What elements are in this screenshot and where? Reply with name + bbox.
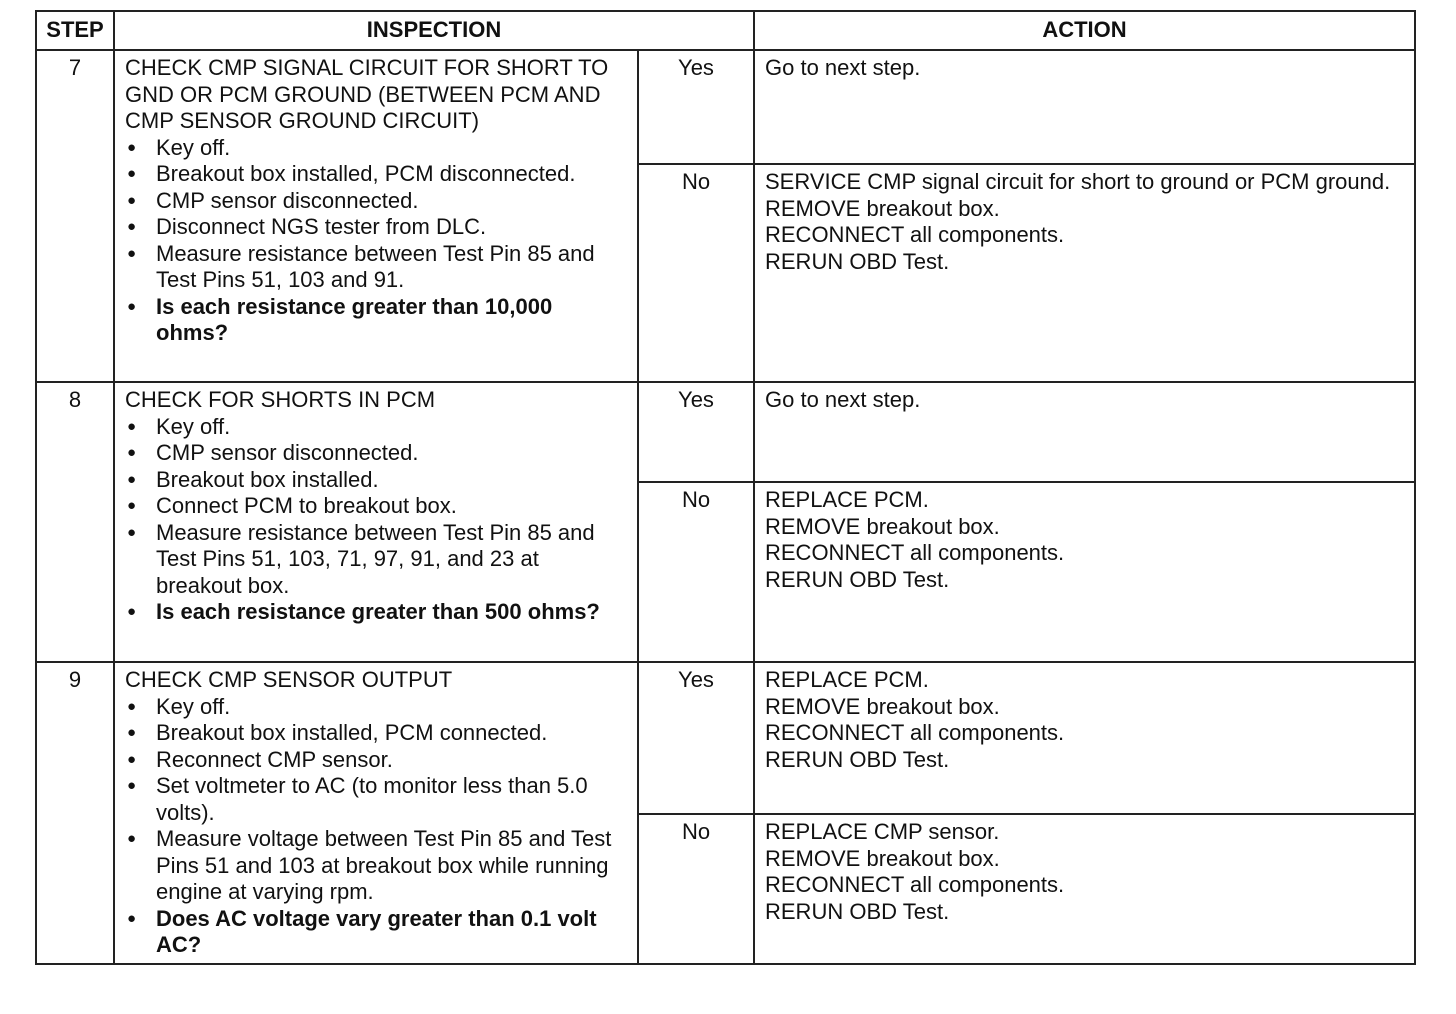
no-label: No (638, 164, 754, 382)
header-step: STEP (36, 11, 114, 50)
inspection-item: ● Set voltmeter to AC (to monitor less than 5.0 volts). (125, 773, 629, 826)
step-number: 9 (36, 662, 114, 964)
action-line: RERUN OBD Test. (765, 248, 950, 274)
inspection-item: ● Key off. (125, 414, 629, 441)
inspection-item: ● Measure voltage between Test Pin 85 and Test Pins 51 and 103 at breakout box while running engine at varying rpm. (125, 826, 629, 906)
action-line: REPLACE PCM. (765, 487, 929, 512)
no-label: No (638, 482, 754, 662)
inspection-item: ● Key off. (125, 694, 629, 721)
step-number: 8 (36, 382, 114, 662)
diagnostic-table (35, 10, 1416, 965)
inspection-question: ● Is each resistance greater than 500 ohms? (125, 599, 629, 626)
action-line: REMOVE breakout box. (765, 693, 1000, 719)
action-line: RERUN OBD Test. (765, 566, 950, 592)
inspection-cell (114, 662, 638, 964)
inspection-question: ● Is each resistance greater than 10,000 ohms? (125, 294, 629, 347)
inspection-item: ● Disconnect NGS tester from DLC. (125, 214, 629, 241)
step-number: 7 (36, 50, 114, 382)
step-row-yes (36, 662, 1415, 814)
yes-action-cell (754, 50, 1415, 164)
inspection-item: ● CMP sensor disconnected. (125, 440, 629, 467)
inspection-list (125, 694, 629, 959)
action-line: RERUN OBD Test. (765, 746, 950, 772)
action-line: RECONNECT all components. (765, 222, 1065, 247)
header-action: ACTION (754, 11, 1415, 50)
inspection-title: CHECK CMP SENSOR OUTPUT (125, 667, 453, 692)
action-line: RERUN OBD Test. (765, 898, 950, 924)
inspection-item: ● Measure resistance between Test Pin 85 and Test Pins 51, 103 and 91. (125, 241, 629, 294)
action-line: REPLACE PCM. (765, 667, 929, 692)
header-inspection: INSPECTION (114, 11, 754, 50)
yes-label: Yes (638, 50, 754, 164)
action-line: RECONNECT all components. (765, 720, 1065, 745)
action-line: RECONNECT all components. (765, 540, 1065, 565)
no-action-cell (754, 164, 1415, 382)
inspection-item: ● Connect PCM to breakout box. (125, 493, 629, 520)
action-line: Go to next step. (765, 387, 921, 412)
inspection-item: ● Reconnect CMP sensor. (125, 747, 629, 774)
inspection-item: ● Breakout box installed. (125, 467, 629, 494)
action-line: REMOVE breakout box. (765, 513, 1000, 539)
inspection-item: ● CMP sensor disconnected. (125, 188, 629, 215)
yes-action-cell (754, 382, 1415, 482)
inspection-title: CHECK CMP SIGNAL CIRCUIT FOR SHORT TO GND OR PCM GROUND (BETWEEN PCM AND CMP SENSOR GROUND CIRCUIT) (125, 55, 609, 133)
action-line: SERVICE CMP signal circuit for short to ground or PCM ground. (765, 169, 1391, 194)
step-row-yes (36, 50, 1415, 164)
yes-action-cell (754, 662, 1415, 814)
inspection-title: CHECK FOR SHORTS IN PCM (125, 387, 436, 412)
inspection-item: ● Measure resistance between Test Pin 85 and Test Pins 51, 103, 71, 97, 91, and 23 at breakout box. (125, 520, 629, 600)
action-line: RECONNECT all components. (765, 872, 1065, 897)
action-line: REPLACE CMP sensor. (765, 819, 1000, 844)
no-action-cell (754, 482, 1415, 662)
table-body (36, 50, 1415, 964)
action-line: Go to next step. (765, 55, 921, 80)
inspection-item: ● Breakout box installed, PCM connected. (125, 720, 629, 747)
yes-label: Yes (638, 382, 754, 482)
inspection-list (125, 414, 629, 626)
inspection-question: ● Does AC voltage vary greater than 0.1 volt AC? (125, 906, 629, 959)
inspection-item: ● Key off. (125, 135, 629, 162)
header-row (36, 11, 1415, 50)
inspection-item: ● Breakout box installed, PCM disconnected. (125, 161, 629, 188)
inspection-cell (114, 382, 638, 662)
no-label: No (638, 814, 754, 964)
no-action-cell (754, 814, 1415, 964)
inspection-cell (114, 50, 638, 382)
inspection-list (125, 135, 629, 347)
action-line: REMOVE breakout box. (765, 195, 1000, 221)
step-row-yes (36, 382, 1415, 482)
yes-label: Yes (638, 662, 754, 814)
action-line: REMOVE breakout box. (765, 845, 1000, 871)
